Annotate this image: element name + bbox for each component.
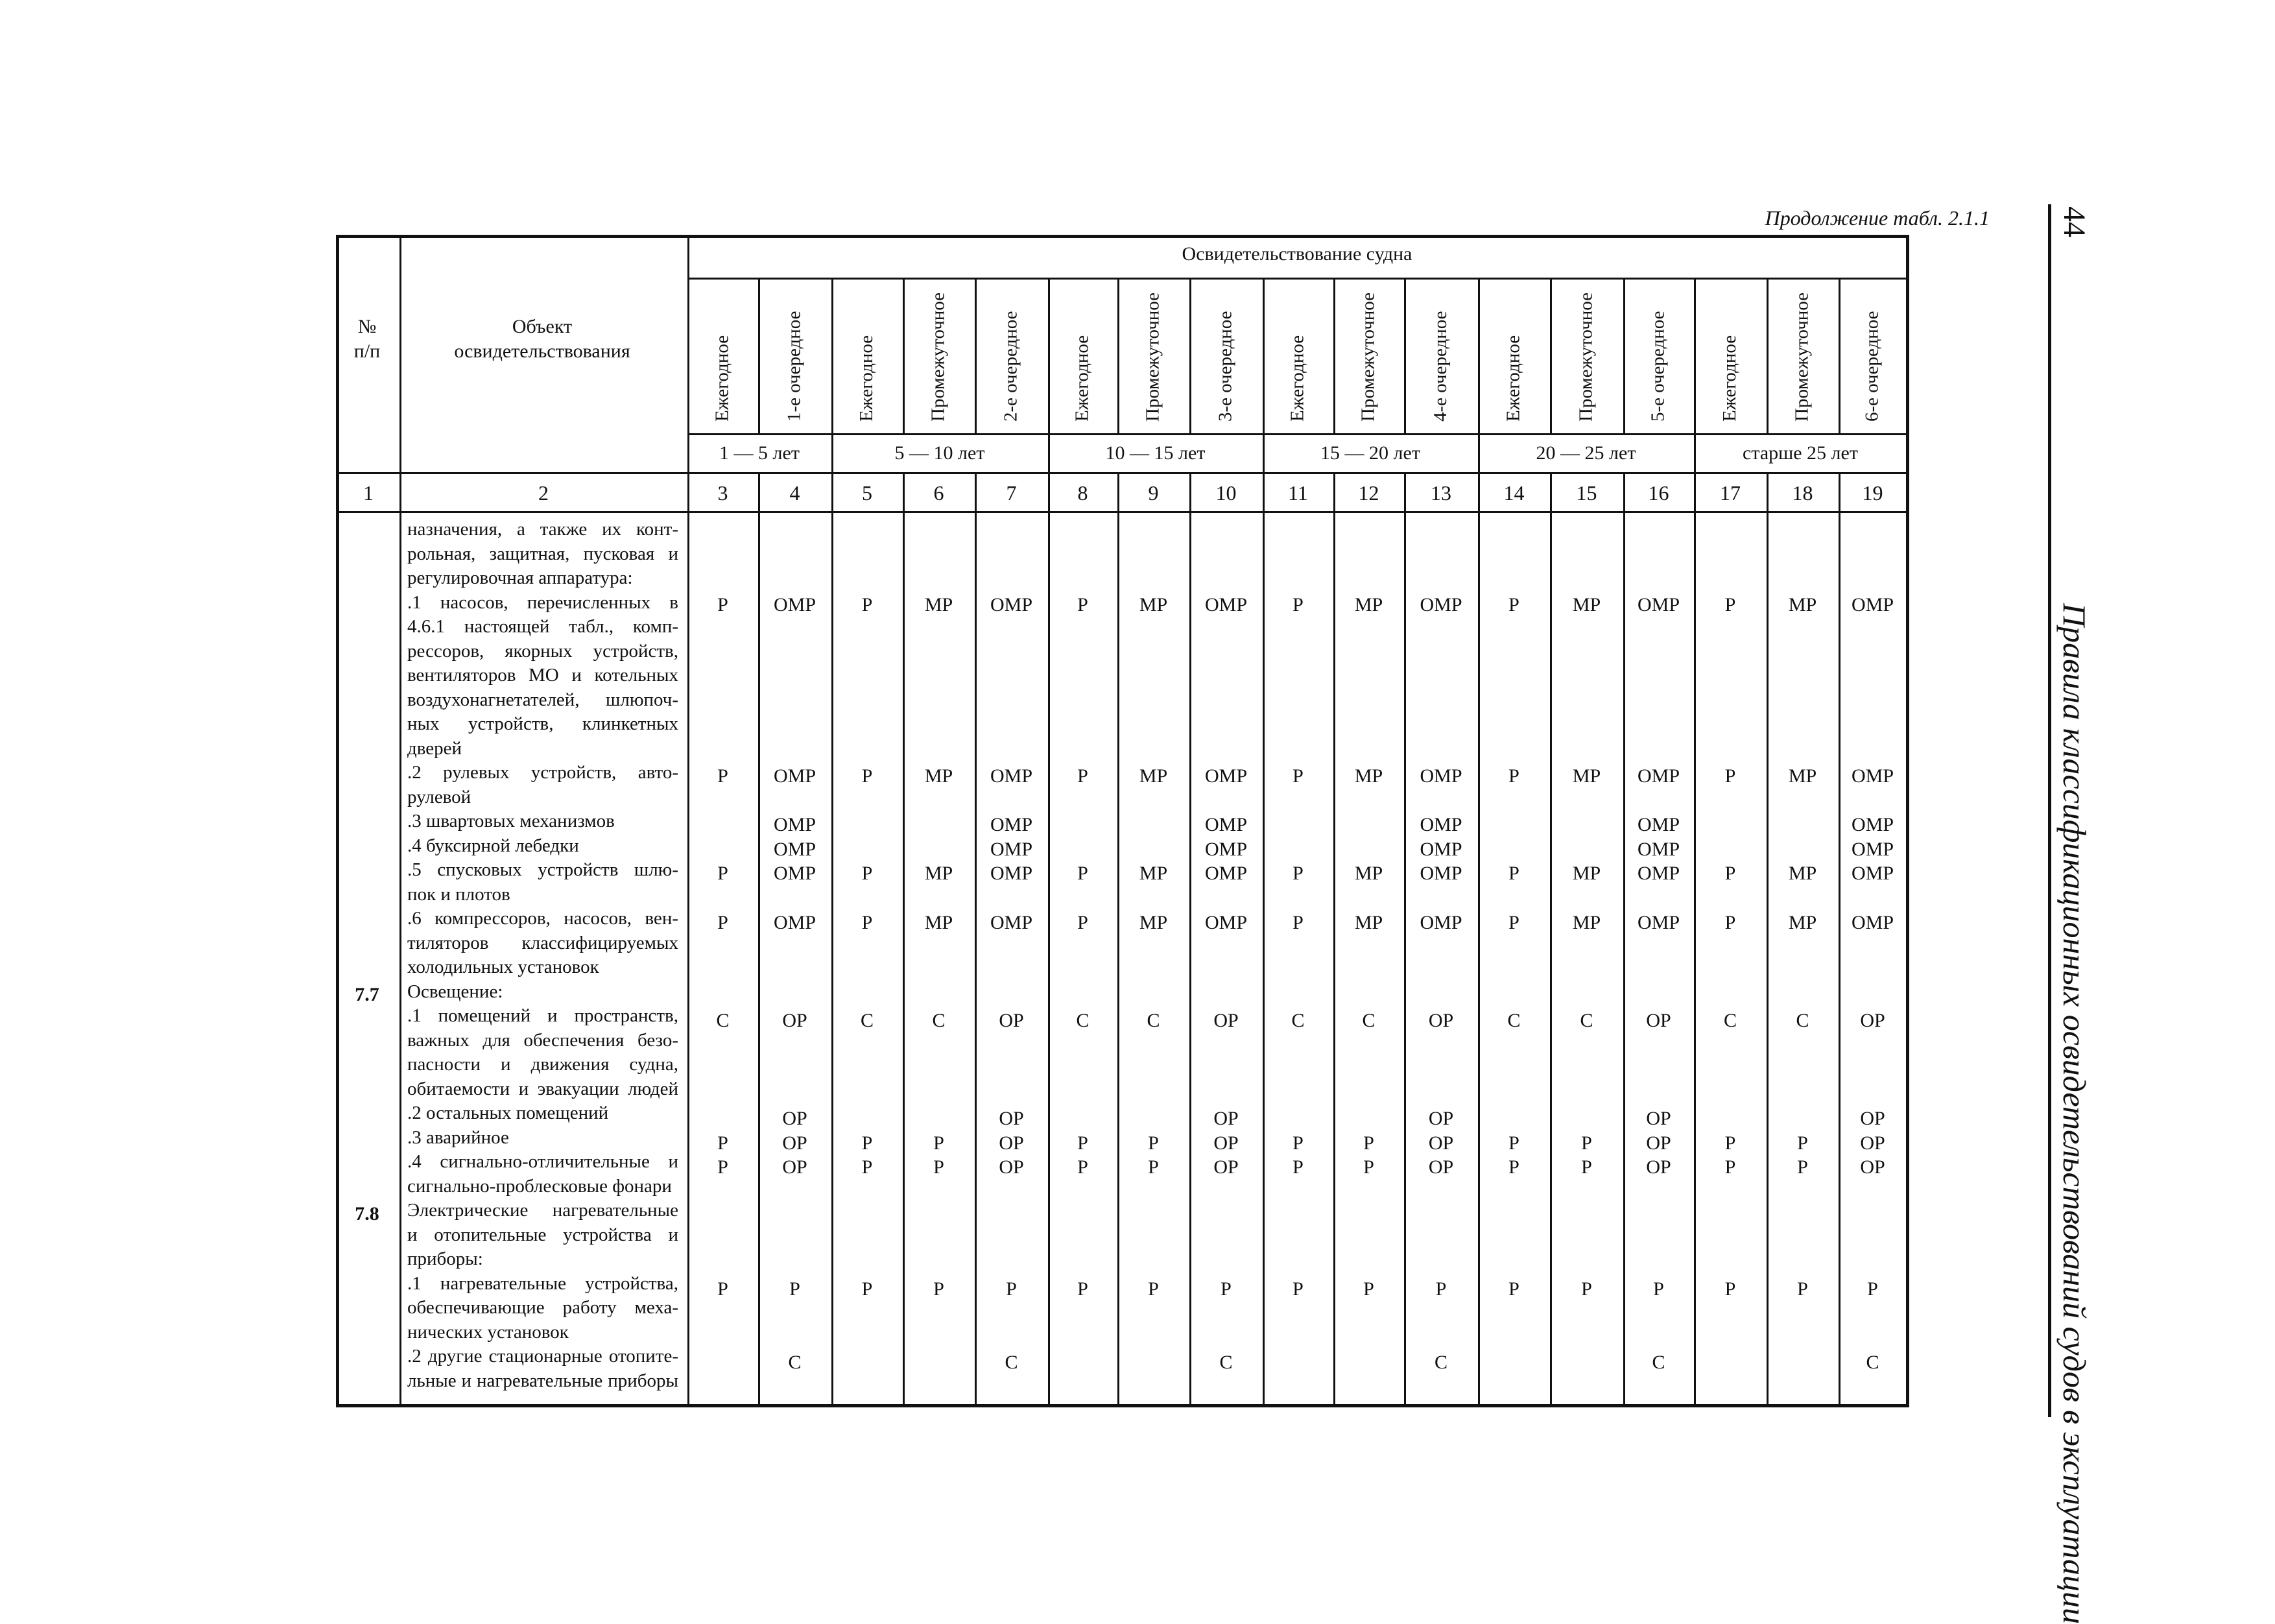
survey-mark: ОМР (1851, 839, 1894, 860)
survey-mark: Р (1148, 1156, 1159, 1178)
survey-mark: С (1362, 1010, 1376, 1031)
survey-mark: ОР (782, 1108, 807, 1129)
column-number: 7 (1006, 481, 1017, 505)
column-number: 8 (1077, 481, 1088, 505)
survey-mark: ОМР (1420, 765, 1462, 787)
survey-mark: Р (1292, 1132, 1304, 1154)
survey-mark: Р (1724, 863, 1736, 884)
survey-mark: ОМР (1851, 765, 1894, 787)
survey-mark: МР (1354, 594, 1383, 615)
survey-mark: ОМР (990, 765, 1033, 787)
survey-mark: Р (1508, 912, 1519, 933)
survey-mark: ОМР (773, 814, 816, 835)
object-text-line: холодильных установок (407, 957, 599, 977)
survey-mark: МР (1139, 594, 1168, 615)
survey-mark: Р (1653, 1278, 1664, 1300)
survey-mark: Р (1724, 765, 1736, 787)
object-text-line: воздухонагнетателей, шлюпоч- (407, 689, 678, 710)
object-text-line: Освещение: (407, 981, 503, 1002)
survey-mark: Р (933, 1278, 944, 1300)
survey-mark: Р (1292, 1156, 1304, 1178)
survey-type-header: Ежегодное (1719, 335, 1740, 422)
survey-mark: Р (717, 1156, 728, 1178)
survey-mark: Р (1292, 863, 1304, 884)
survey-mark: Р (1148, 1278, 1159, 1300)
survey-mark: Р (1292, 765, 1304, 787)
rule-line (337, 472, 1907, 474)
column-number: 18 (1792, 481, 1813, 505)
column-no-label: № п/п (353, 316, 381, 362)
survey-mark: ОМР (773, 912, 816, 933)
survey-type-header: Ежегодное (1071, 335, 1093, 422)
column-number: 9 (1148, 481, 1159, 505)
survey-type-header: Промежуточное (1142, 292, 1163, 422)
survey-type-header: Ежегодное (711, 335, 733, 422)
survey-mark: С (716, 1010, 730, 1031)
survey-mark: ОР (1213, 1108, 1239, 1129)
survey-type-header: 3-е очередное (1215, 311, 1236, 422)
survey-mark: Р (1797, 1132, 1808, 1154)
survey-header: Освидетельствование судна (1182, 243, 1412, 265)
survey-mark: С (1219, 1352, 1233, 1373)
survey-mark: ОР (1428, 1108, 1454, 1129)
survey-mark: ОР (1213, 1010, 1239, 1031)
table-caption: Продолжение табл. 2.1.1 (1765, 206, 1990, 230)
survey-mark: ОМР (1637, 912, 1680, 933)
object-text-line: льные и нагревательные приборы (407, 1370, 678, 1391)
survey-mark: Р (1581, 1156, 1592, 1178)
survey-mark: ОМР (773, 594, 816, 615)
column-number: 4 (789, 481, 800, 505)
rule-line (687, 433, 1907, 435)
object-text-line: важных для обеспечения безо- (407, 1029, 678, 1051)
age-group-label: 20 — 25 лет (1536, 442, 1636, 464)
survey-mark: Р (1077, 1156, 1088, 1178)
survey-mark: ОР (1428, 1132, 1454, 1154)
survey-type-header: Промежуточное (1357, 292, 1379, 422)
survey-mark: Р (1867, 1278, 1878, 1300)
survey-mark: МР (1139, 765, 1168, 787)
survey-type-header: Промежуточное (1791, 292, 1813, 422)
survey-mark: ОМР (1420, 912, 1462, 933)
survey-mark: ОМР (1204, 863, 1248, 884)
object-text-line: .4 буксирной лебедки (407, 835, 579, 856)
column-number: 11 (1288, 481, 1308, 505)
age-group-label: 15 — 20 лет (1320, 442, 1420, 464)
survey-mark: ОМР (1420, 839, 1462, 860)
survey-mark: ОМР (1637, 839, 1680, 860)
survey-type-header: 2-е очередное (1000, 311, 1021, 422)
rule-line (687, 278, 1907, 280)
column-number: 3 (717, 481, 728, 505)
column-number: 16 (1648, 481, 1669, 505)
survey-mark: Р (861, 1278, 873, 1300)
survey-mark: ОМР (1637, 863, 1680, 884)
object-text-line: .4 сигнально-отличительные и (407, 1151, 678, 1172)
survey-mark: Р (1581, 1278, 1592, 1300)
survey-mark: С (1076, 1010, 1090, 1031)
survey-mark: Р (1724, 1156, 1736, 1178)
object-description (407, 518, 678, 1393)
survey-mark: С (1580, 1010, 1593, 1031)
survey-mark: Р (1797, 1156, 1808, 1178)
survey-mark: МР (1572, 594, 1601, 615)
object-text-line: .3 швартовых механизмов (407, 811, 615, 831)
survey-mark: ОР (782, 1010, 807, 1031)
survey-type-header: 5-е очередное (1647, 311, 1669, 422)
survey-mark: Р (1508, 1132, 1519, 1154)
survey-mark: ОМР (1204, 594, 1248, 615)
survey-mark: Р (1435, 1278, 1447, 1300)
survey-mark: Р (861, 912, 873, 933)
survey-mark: ОМР (1637, 594, 1680, 615)
survey-mark: ОР (782, 1132, 807, 1154)
object-text-line: .1 помещений и пространств, (407, 1005, 678, 1026)
survey-mark: Р (1077, 594, 1088, 615)
object-text-line: назначения, а также их конт- (407, 519, 678, 540)
survey-mark: Р (1508, 1278, 1519, 1300)
survey-mark: С (860, 1010, 874, 1031)
survey-type-header: Промежуточное (1575, 292, 1597, 422)
survey-mark: МР (1572, 912, 1601, 933)
survey-mark: МР (924, 912, 953, 933)
survey-mark: ОМР (1204, 839, 1248, 860)
survey-mark: ОР (999, 1010, 1024, 1031)
survey-mark: ОР (1428, 1156, 1454, 1178)
age-group-label: 5 — 10 лет (894, 442, 985, 464)
survey-mark: С (1434, 1352, 1447, 1373)
survey-mark: Р (717, 765, 728, 787)
survey-mark: ОМР (1851, 912, 1894, 933)
object-text-line: дверей (407, 737, 462, 759)
survey-mark: Р (1077, 765, 1088, 787)
survey-mark: Р (1363, 1132, 1374, 1154)
survey-mark: ОМР (773, 863, 816, 884)
object-text-line: вентиляторов МО и котельных (407, 665, 678, 686)
survey-mark: Р (861, 863, 873, 884)
survey-mark: МР (1354, 863, 1383, 884)
survey-mark: ОР (1646, 1132, 1671, 1154)
survey-type-header: Ежегодное (1503, 335, 1524, 422)
survey-mark: Р (1292, 594, 1304, 615)
survey-mark: Р (1724, 912, 1736, 933)
survey-mark: ОМР (1851, 594, 1894, 615)
object-text-line: пок и плотов (407, 883, 510, 905)
survey-mark: МР (1572, 863, 1601, 884)
object-text-line: .2 рулевых устройств, авто- (407, 762, 678, 783)
survey-mark: С (1507, 1010, 1521, 1031)
section-number: 7.7 (355, 984, 379, 1005)
survey-mark: ОМР (1204, 912, 1248, 933)
object-text-line: .1 насосов, перечисленных в (407, 591, 678, 613)
survey-mark: МР (924, 863, 953, 884)
survey-mark: ОР (1213, 1156, 1239, 1178)
survey-mark: ОМР (990, 839, 1033, 860)
object-text-line: .2 другие стационарные отопите- (407, 1346, 678, 1367)
survey-mark: ОМР (1420, 863, 1462, 884)
survey-type-header: Ежегодное (856, 335, 877, 422)
survey-mark: ОР (1860, 1156, 1885, 1178)
survey-mark: Р (717, 1132, 728, 1154)
survey-type-header: Ежегодное (1287, 335, 1308, 422)
survey-mark: ОМР (990, 594, 1033, 615)
survey-mark: Р (717, 1278, 728, 1300)
survey-mark: ОМР (1420, 814, 1462, 835)
rule-line (399, 237, 401, 1405)
survey-mark: МР (1788, 594, 1817, 615)
survey-mark: С (1796, 1010, 1809, 1031)
survey-mark: ОМР (1204, 814, 1248, 835)
survey-type-header: Промежуточное (927, 292, 949, 422)
column-number: 1 (363, 481, 374, 505)
age-group-label: 1 — 5 лет (719, 442, 800, 464)
survey-mark: ОМР (1204, 765, 1248, 787)
survey-mark: Р (1292, 1278, 1304, 1300)
survey-mark: Р (1077, 1278, 1088, 1300)
survey-mark: Р (1077, 863, 1088, 884)
survey-type-header: 4-е очередное (1430, 311, 1451, 422)
survey-mark: ОР (1860, 1132, 1885, 1154)
column-number: 6 (933, 481, 944, 505)
survey-mark: С (932, 1010, 946, 1031)
survey-mark: Р (717, 594, 728, 615)
survey-mark: Р (861, 1132, 873, 1154)
survey-mark: ОР (1646, 1156, 1671, 1178)
survey-mark: МР (924, 765, 953, 787)
survey-mark: С (1723, 1010, 1737, 1031)
object-text-line: нических установок (407, 1321, 569, 1343)
object-text-line: 4.6.1 настоящей табл., комп- (407, 616, 678, 637)
survey-mark: Р (717, 912, 728, 933)
survey-mark: Р (861, 765, 873, 787)
page-number: 44 (2057, 206, 2091, 237)
survey-mark: Р (1508, 863, 1519, 884)
running-title: Правила классификационных освидетельствований судов в эксплуатации (2056, 603, 2093, 1624)
column-number: 14 (1503, 481, 1525, 505)
survey-mark: ОМР (990, 814, 1033, 835)
survey-mark: Р (1581, 1132, 1592, 1154)
column-number: 19 (1862, 481, 1883, 505)
survey-mark: ОМР (990, 912, 1033, 933)
survey-mark: ОР (1860, 1108, 1885, 1129)
age-group-label: старше 25 лет (1743, 442, 1858, 464)
object-text-line: обитаемости и эвакуации людей (407, 1078, 678, 1099)
survey-mark: МР (1139, 863, 1168, 884)
object-text-line: тиляторов классифицируемых (407, 932, 678, 953)
survey-mark: С (1652, 1352, 1665, 1373)
survey-mark: Р (1508, 1156, 1519, 1178)
survey-mark: Р (1077, 1132, 1088, 1154)
survey-mark: МР (1788, 863, 1817, 884)
survey-mark: Р (1221, 1278, 1232, 1300)
column-number: 15 (1576, 481, 1597, 505)
survey-mark: С (1866, 1352, 1879, 1373)
section-number: 7.8 (355, 1203, 379, 1224)
column-object-label: Объект освидетельствования (454, 316, 630, 362)
survey-mark: Р (1508, 765, 1519, 787)
column-number: 2 (538, 481, 549, 505)
object-text-line: .3 аварийное (407, 1127, 509, 1148)
survey-mark: ОР (782, 1156, 807, 1178)
survey-mark: ОР (999, 1156, 1024, 1178)
survey-mark: Р (1724, 1278, 1736, 1300)
survey-mark: С (788, 1352, 802, 1373)
survey-mark: С (1291, 1010, 1305, 1031)
survey-mark: МР (1788, 765, 1817, 787)
object-text-line: .2 остальных помещений (407, 1103, 609, 1123)
survey-mark: ОР (1428, 1010, 1454, 1031)
column-number: 17 (1720, 481, 1741, 505)
age-group-label: 10 — 15 лет (1105, 442, 1206, 464)
survey-mark: ОМР (1637, 814, 1680, 835)
object-text-line: регулировочная аппаратура: (407, 567, 633, 588)
survey-type-header: 6-е очередное (1861, 311, 1883, 422)
survey-mark: С (1147, 1010, 1160, 1031)
object-text-line: рессоров, якорных устройств, (407, 640, 678, 662)
survey-mark: МР (1788, 912, 1817, 933)
survey-mark: С (1005, 1352, 1018, 1373)
object-text-line: .6 компрессоров, насосов, вен- (407, 908, 678, 929)
object-text-line: .1 нагревательные устройства, (407, 1272, 678, 1294)
survey-mark: МР (1139, 912, 1168, 933)
survey-mark: ОМР (1851, 863, 1894, 884)
object-text-line: рольная, защитная, пусковая и (407, 543, 678, 564)
survey-mark: Р (1797, 1278, 1808, 1300)
object-text-line: обеспечивающие работу меха- (407, 1297, 678, 1318)
survey-mark: ОМР (1420, 594, 1462, 615)
survey-mark: ОМР (1851, 814, 1894, 835)
survey-mark: ОР (1646, 1108, 1671, 1129)
survey-mark: ОР (1860, 1010, 1885, 1031)
survey-mark: ОР (1213, 1132, 1239, 1154)
survey-mark: ОР (999, 1108, 1024, 1129)
survey-mark: МР (1572, 765, 1601, 787)
survey-mark: Р (1724, 1132, 1736, 1154)
survey-mark: Р (933, 1132, 944, 1154)
survey-mark: ОР (999, 1132, 1024, 1154)
object-text-line: Электрические нагревательные (407, 1200, 678, 1221)
survey-mark: Р (1006, 1278, 1017, 1300)
survey-mark: ОМР (1637, 765, 1680, 787)
survey-mark: Р (789, 1278, 800, 1300)
survey-mark: МР (924, 594, 953, 615)
survey-mark: ОМР (773, 839, 816, 860)
column-number: 13 (1431, 481, 1451, 505)
survey-mark: Р (1077, 912, 1088, 933)
object-text-line: сигнально-проблесковые фонари (407, 1175, 672, 1197)
survey-mark: ОР (1646, 1010, 1671, 1031)
survey-mark: ОМР (990, 863, 1033, 884)
survey-mark: ОМР (773, 765, 816, 787)
survey-mark: МР (1354, 765, 1383, 787)
survey-mark: Р (861, 594, 873, 615)
survey-mark: Р (1363, 1278, 1374, 1300)
survey-mark: Р (1363, 1156, 1374, 1178)
survey-mark: Р (717, 863, 728, 884)
survey-mark: Р (1292, 912, 1304, 933)
column-number: 12 (1358, 481, 1379, 505)
survey-mark: Р (861, 1156, 873, 1178)
survey-mark: МР (1354, 912, 1383, 933)
object-text-line: рулевой (407, 786, 471, 807)
rule-line (337, 511, 1907, 513)
object-text-line: приборы: (407, 1248, 483, 1269)
column-number: 5 (862, 481, 872, 505)
column-number: 10 (1215, 481, 1237, 505)
object-text-line: .5 спусковых устройств шлю- (407, 859, 678, 880)
survey-mark: Р (1508, 594, 1519, 615)
object-text-line: и отопительные устройства и (407, 1224, 678, 1245)
survey-mark: Р (1724, 594, 1736, 615)
survey-mark: Р (1148, 1132, 1159, 1154)
survey-type-header: 1-е очередное (783, 311, 805, 422)
side-rule (2048, 204, 2051, 1417)
object-text-line: пасности и движения судна, (407, 1054, 678, 1075)
survey-mark: Р (933, 1156, 944, 1178)
object-text-line: ных устройств, клинкетных (407, 713, 678, 734)
